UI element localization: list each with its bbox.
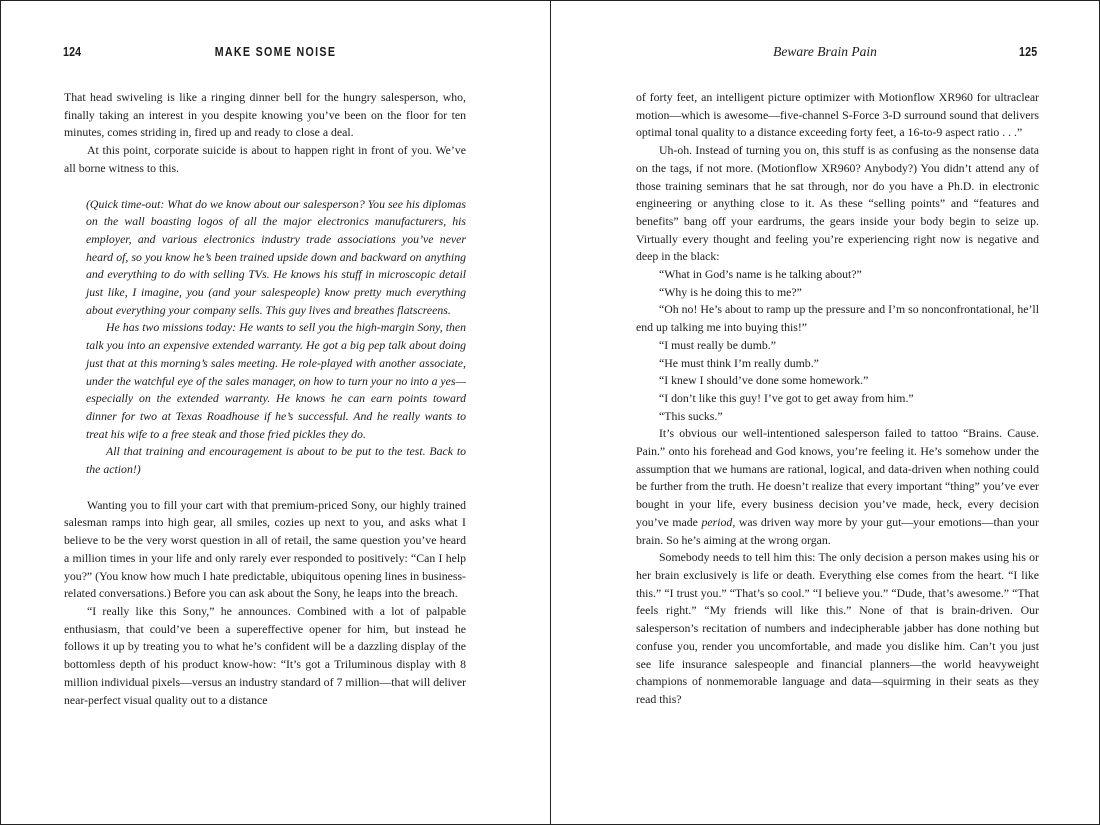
paragraph: Uh-oh. Instead of turning you on, this stuff is as confusing as the nonsense data on the tags, if not more. (Motionflow XR960? Anybody?) You didn’t attend any of those training seminars that he sat through, nor do you have a Ph.D. in electronic engineering or anything close to it. As these “selling points” and “features and benefits” bang off your eardrums, the gears inside your body begin to seize up. Virtually every thought and feeling you’re experiencing right now is negative and deep in the black: xyxy=(636,143,1039,264)
aside-paragraph: All that training and encouragement is about to be put to the test. Back to the action!) xyxy=(86,444,466,477)
quote-line: “I must really be dumb.” xyxy=(659,337,776,352)
quote-line: “What in God’s name is he talking about?” xyxy=(659,267,862,282)
page-number: 124 xyxy=(63,44,82,59)
quote-line: “This sucks.” xyxy=(659,408,723,423)
aside-paragraph: (Quick time-out: What do we know about our salesperson? You see his diplomas on the wall boasting logos of all the major electronics manufacturers, his employer, and various electronics industry trade associations you’ve never heard of, so you know he’s been trained upside down and backward on anything and everything to do with selling TVs. He knows his stuff in microscopic detail just like, I imagine, you (and your salespeople) know pretty much everything about everything your company sells. This guy lives and breathes flatscreens. xyxy=(86,196,466,317)
quote-line: “I knew I should’ve done some homework.” xyxy=(659,373,869,388)
quote-line: “Oh no! He’s about to ramp up the pressure and I’m so nonconfrontational, he’ll end up talking me into buying this!” xyxy=(636,302,1039,335)
paragraph-text: was driven way more by your gut—your emotions—than your brain. So he’s aiming at the wrong organ. xyxy=(636,514,1039,547)
paragraph: “I really like this Sony,” he announces. Combined with a lot of palpable enthusiasm, that could’ve been a supereffective opener for him, but instead he follows it up by treating you to what he’s confident will be a dazzling display of the bottomless depth of his product know-how: “It’s got a Triluminous display with 8 million individual pixels—versus an industry standard of 7 million—that will deliver near-perfect visual quality out to a distance xyxy=(64,603,466,707)
paragraph: of forty feet, an intelligent picture optimizer with Motionflow XR960 for ultraclear motion—which is awesome—five-channel S-Force 3-D surround sound that delivers optimal tonal quality to a distance exceeding forty feet, a 16-to-9 aspect ratio . . .” xyxy=(636,90,1039,140)
paragraph: Wanting you to fill your cart with that premium-priced Sony, our highly trained salesman ramps into high gear, all smiles, cozies up next to you, and asks what I believe to be the very worst question in all of retail, the same question you’ve heard a million times in your life and only rarely ever responded to positively: “Can I help you?” (You know how much I hate predictable, ubiquitous opening lines in business-related conversations.) Before you can ask about the Sony, he leaps into the breach. xyxy=(64,497,466,601)
paragraph: At this point, corporate suicide is about to happen right in front of you. We’ve all borne witness to this. xyxy=(64,143,466,175)
quote-line: “He must think I’m really dumb.” xyxy=(659,355,819,370)
running-head: Beware Brain Pain xyxy=(773,44,877,59)
left-page-body xyxy=(64,89,466,709)
right-page-body xyxy=(636,89,1039,709)
paragraph: That head swiveling is like a ringing dinner bell for the hungry salesperson, who, finally taking an interest in you despite knowing you’ve been on the floor for ten minutes, comes striding in, fired up and ready to close a deal. xyxy=(64,90,466,140)
right-page xyxy=(550,0,1100,825)
paragraph: Somebody needs to tell him this: The only decision a person makes using his or her brain exclusively is life or death. Everything else comes from the heart. “I like this.” “I trust you.” “That’s so cool.” “I believe you.” “Dude, that’s awesome.” “That feels right.” “My friends will like this.” None of that is brain-driven. Our salesperson’s recitation of numbers and indecipherable jabber has done nothing but confuse you, render you uncomfortable, and made you dislike him. Can’t you just see life insurance salespeople and financial planners—the world heavyweight champions of nonmemorable language and data—squirming in their seats as they read this? xyxy=(636,550,1039,706)
page-number: 125 xyxy=(1018,44,1037,59)
left-page-header xyxy=(63,44,488,62)
paragraph-text: It’s obvious our well-intentioned salesperson failed to tattoo “Brains. Cause. Pain.” onto his forehead and God knows, you’re feeling it. He’s somehow under the assumption that we humans are rational, logical, and data-driven when nothing could be further from the truth. He doesn’t realize that every important “thing” you’ve ever bought in your life, every business decision you’ve made, heck, every decision you’ve made xyxy=(636,426,1039,529)
italic-aside xyxy=(86,196,466,479)
aside-paragraph: He has two missions today: He wants to sell you the high-margin Sony, then talk you into an expensive extended warranty. He got a big pep talk about doing just that at this morning’s sales meeting. He role-played with another associate, under the watchful eye of the sales manager, on how to turn your no into a yes—especially on the extended warranty. He knows he can earn points toward dinner for two at Texas Roadhouse if he’s successful. And he really wants to treat his wife to a free steak and those fried pickles they do. xyxy=(86,320,466,441)
right-page-header xyxy=(613,44,1037,62)
quote-line: “Why is he doing this to me?” xyxy=(659,284,802,299)
running-head: MAKE SOME NOISE xyxy=(214,44,337,59)
emphasis: period, xyxy=(701,514,736,529)
paragraph xyxy=(636,425,1039,549)
quote-line: “I don’t like this guy! I’ve got to get away from him.” xyxy=(659,390,914,405)
